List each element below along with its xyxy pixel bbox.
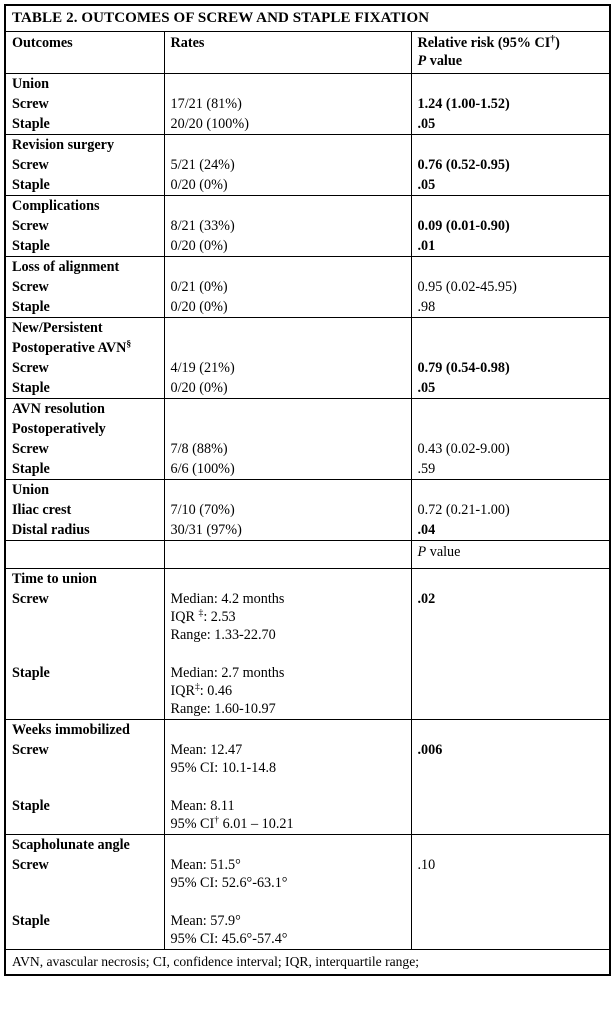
column-header-pvalue-line2: [418, 52, 610, 70]
rate-cell: [164, 835, 411, 856]
value-word: value: [426, 53, 463, 69]
rate-cell: [164, 399, 411, 420]
detail-line: Median: 4.2 months: [170, 591, 285, 607]
spacer: [12, 894, 164, 912]
table-row: [5, 645, 610, 720]
rate-cell: [164, 419, 411, 439]
row-sublabel: Iliac crest: [5, 500, 164, 520]
stat-value: 0.09 (0.01-0.90): [411, 216, 610, 236]
spacer: [171, 779, 411, 797]
stat-cell: [411, 196, 610, 217]
table-row: [5, 94, 610, 114]
rate-value: 5/21 (24%): [164, 155, 411, 175]
table-row: [5, 500, 610, 520]
detail-lines: [164, 740, 411, 778]
stat-value: .59: [411, 459, 610, 480]
detail-line: 95% CI: 45.6°-57.4°: [170, 931, 288, 947]
table-row: [5, 155, 610, 175]
detail-line: Median: 2.7 months: [170, 665, 285, 681]
section-label: Scapholunate angle: [5, 835, 164, 856]
dagger-symbol: †: [214, 814, 220, 826]
table-row: [5, 135, 610, 156]
rate-value: 0/20 (0%): [164, 175, 411, 196]
rate-value: 0/20 (0%): [164, 378, 411, 399]
table-row: [5, 480, 610, 501]
p-italic: P: [417, 53, 427, 69]
p-italic: P: [417, 544, 427, 560]
row-sublabel: Screw: [5, 855, 164, 893]
detail-line: Mean: 12.47: [170, 742, 243, 758]
detail-line: [171, 682, 411, 700]
section-label-line2: Postoperatively: [5, 419, 164, 439]
table-row: [5, 74, 610, 95]
row-sublabel: [5, 893, 164, 950]
stat-cell: [411, 399, 610, 420]
section-label: Revision surgery: [5, 135, 164, 156]
row-sublabel: Screw: [5, 589, 164, 645]
stat-cell: [411, 74, 610, 95]
stat-cell: [411, 338, 610, 358]
rate-cell: [164, 720, 411, 741]
table-row: [5, 520, 610, 541]
stat-value: .98: [411, 297, 610, 318]
table-row: [5, 740, 610, 778]
table-row: [5, 257, 610, 278]
table-row: [5, 893, 610, 950]
pvalue-separator-label: [411, 541, 610, 569]
stat-value: 0.95 (0.02-45.95): [411, 277, 610, 297]
detail-line: 95% CI: 52.6°-63.1°: [170, 875, 288, 891]
table-row: [5, 338, 610, 358]
dagger-symbol: †: [550, 33, 556, 45]
section-label: Loss of alignment: [5, 257, 164, 278]
double-dagger-symbol: ‡: [198, 607, 204, 619]
pvalue-separator-blank2: [164, 541, 411, 569]
row-sublabel: Staple: [5, 114, 164, 135]
section-label: Time to union: [5, 569, 164, 590]
detail-line: 95% CI: 10.1-14.8: [170, 760, 277, 776]
stat-cell: [411, 135, 610, 156]
stat-cell: [411, 893, 610, 950]
detail-line: Mean: 51.5°: [170, 857, 241, 873]
pvalue-separator-row: [5, 541, 610, 569]
detail-line: Mean: 8.11: [170, 798, 235, 814]
column-header-outcomes: Outcomes: [5, 32, 164, 74]
table-header-row: [5, 32, 610, 74]
section-label: Union: [5, 74, 164, 95]
table-row: [5, 378, 610, 399]
row-sublabel: [5, 778, 164, 835]
table-row: [5, 459, 610, 480]
column-header-relative-risk-line1: [418, 34, 610, 52]
section-label-line2: [5, 338, 164, 358]
stat-value: .05: [411, 114, 610, 135]
rate-value: 7/8 (88%): [164, 439, 411, 459]
detail-lines: [164, 645, 411, 720]
double-dagger-symbol: ‡: [194, 681, 200, 693]
stat-cell: [411, 480, 610, 501]
spacer: [12, 646, 164, 664]
detail-lines: [164, 589, 411, 645]
row-sublabel: Screw: [5, 740, 164, 778]
rr-label-text: Relative risk (95% CI: [417, 35, 551, 51]
table-row: [5, 318, 610, 339]
table-row: [5, 399, 610, 420]
stat-value: 0.76 (0.52-0.95): [411, 155, 610, 175]
rate-cell: [164, 338, 411, 358]
rate-value: 6/6 (100%): [164, 459, 411, 480]
table-row: [5, 196, 610, 217]
value-word: value: [426, 544, 461, 560]
table-row: [5, 277, 610, 297]
row-sublabel: Screw: [5, 216, 164, 236]
table-row: [5, 419, 610, 439]
row-sublabel: Screw: [5, 277, 164, 297]
row-sublabel: Staple: [5, 236, 164, 257]
spacer: [171, 646, 411, 664]
footnote-row: [5, 950, 610, 976]
row-sublabel-text: Staple: [12, 913, 50, 929]
stat-cell: [411, 645, 610, 720]
table-row: [5, 114, 610, 135]
row-sublabel: Distal radius: [5, 520, 164, 541]
table-body: [5, 5, 610, 975]
table-row: [5, 855, 610, 893]
table-row: [5, 778, 610, 835]
stat-value: 0.43 (0.02-9.00): [411, 439, 610, 459]
table-row: [5, 720, 610, 741]
rate-cell: [164, 196, 411, 217]
rate-cell: [164, 257, 411, 278]
rate-value: 17/21 (81%): [164, 94, 411, 114]
row-sublabel: [5, 645, 164, 720]
column-header-rates: Rates: [164, 32, 411, 74]
stat-value: .02: [411, 589, 610, 645]
rate-cell: [164, 74, 411, 95]
rate-value: 7/10 (70%): [164, 500, 411, 520]
row-sublabel: Screw: [5, 94, 164, 114]
detail-line: Range: 1.60-10.97: [170, 701, 276, 717]
detail-line-text: 95% CI: [170, 816, 215, 832]
detail-line-value: 6.01 – 10.21: [219, 816, 294, 832]
stat-value: 0.72 (0.21-1.00): [411, 500, 610, 520]
table-row: [5, 358, 610, 378]
detail-line: [171, 608, 411, 626]
rate-value: 4/19 (21%): [164, 358, 411, 378]
rate-value: 0/20 (0%): [164, 297, 411, 318]
rr-label-close: ): [555, 35, 560, 51]
table-row: [5, 236, 610, 257]
row-sublabel: Staple: [5, 297, 164, 318]
table-title: TABLE 2. OUTCOMES OF SCREW AND STAPLE FIXATION: [5, 5, 610, 32]
stat-value: .05: [411, 175, 610, 196]
stat-value: 0.79 (0.54-0.98): [411, 358, 610, 378]
section-symbol-icon: §: [126, 338, 132, 350]
table-row: [5, 569, 610, 590]
row-sublabel: Screw: [5, 155, 164, 175]
stat-cell: [411, 419, 610, 439]
rate-value: 0/21 (0%): [164, 277, 411, 297]
row-sublabel-text: Staple: [12, 665, 50, 681]
rate-cell: [164, 569, 411, 590]
rate-value: 30/31 (97%): [164, 520, 411, 541]
table-row: [5, 216, 610, 236]
rate-value: 20/20 (100%): [164, 114, 411, 135]
detail-lines: [164, 778, 411, 835]
section-label-line2-text: Postoperative AVN: [12, 340, 127, 356]
table-row: [5, 589, 610, 645]
stat-value: .01: [411, 236, 610, 257]
row-sublabel: Screw: [5, 358, 164, 378]
detail-line-text: IQR: [170, 609, 199, 625]
row-sublabel: Staple: [5, 378, 164, 399]
table-row: [5, 439, 610, 459]
table-row: [5, 297, 610, 318]
rate-cell: [164, 318, 411, 339]
detail-line-value: : 2.53: [203, 609, 236, 625]
detail-lines: [164, 855, 411, 893]
stat-cell: [411, 778, 610, 835]
detail-lines: [164, 893, 411, 950]
stat-cell: [411, 720, 610, 741]
stat-value: .05: [411, 378, 610, 399]
stat-cell: [411, 257, 610, 278]
rate-cell: [164, 135, 411, 156]
footnote-text: AVN, avascular necrosis; CI, confidence interval; IQR, interquartile range;: [5, 950, 610, 976]
spacer: [171, 894, 411, 912]
stat-value: .006: [411, 740, 610, 778]
detail-line-value: : 0.46: [199, 683, 233, 699]
row-sublabel-text: Staple: [12, 798, 50, 814]
stat-cell: [411, 318, 610, 339]
rate-value: 0/20 (0%): [164, 236, 411, 257]
stat-value: 1.24 (1.00-1.52): [411, 94, 610, 114]
section-label: Union: [5, 480, 164, 501]
column-header-relative-risk: [411, 32, 610, 74]
row-sublabel: Staple: [5, 175, 164, 196]
section-label: Complications: [5, 196, 164, 217]
pvalue-separator-blank1: [5, 541, 164, 569]
stat-value: .10: [411, 855, 610, 893]
section-label: AVN resolution: [5, 399, 164, 420]
table-title-row: [5, 5, 610, 32]
row-sublabel: Staple: [5, 459, 164, 480]
spacer: [12, 779, 164, 797]
section-label: New/Persistent: [5, 318, 164, 339]
table-row: [5, 175, 610, 196]
detail-line-text: IQR: [170, 683, 195, 699]
rate-cell: [164, 480, 411, 501]
stat-value: .04: [411, 520, 610, 541]
stat-cell: [411, 835, 610, 856]
row-sublabel: Screw: [5, 439, 164, 459]
rate-value: 8/21 (33%): [164, 216, 411, 236]
detail-line: [171, 815, 411, 833]
stat-cell: [411, 569, 610, 590]
table-row: [5, 835, 610, 856]
detail-line: Range: 1.33-22.70: [170, 627, 276, 643]
outcomes-table: [4, 4, 611, 976]
section-label: Weeks immobilized: [5, 720, 164, 741]
detail-line: Mean: 57.9°: [170, 913, 241, 929]
